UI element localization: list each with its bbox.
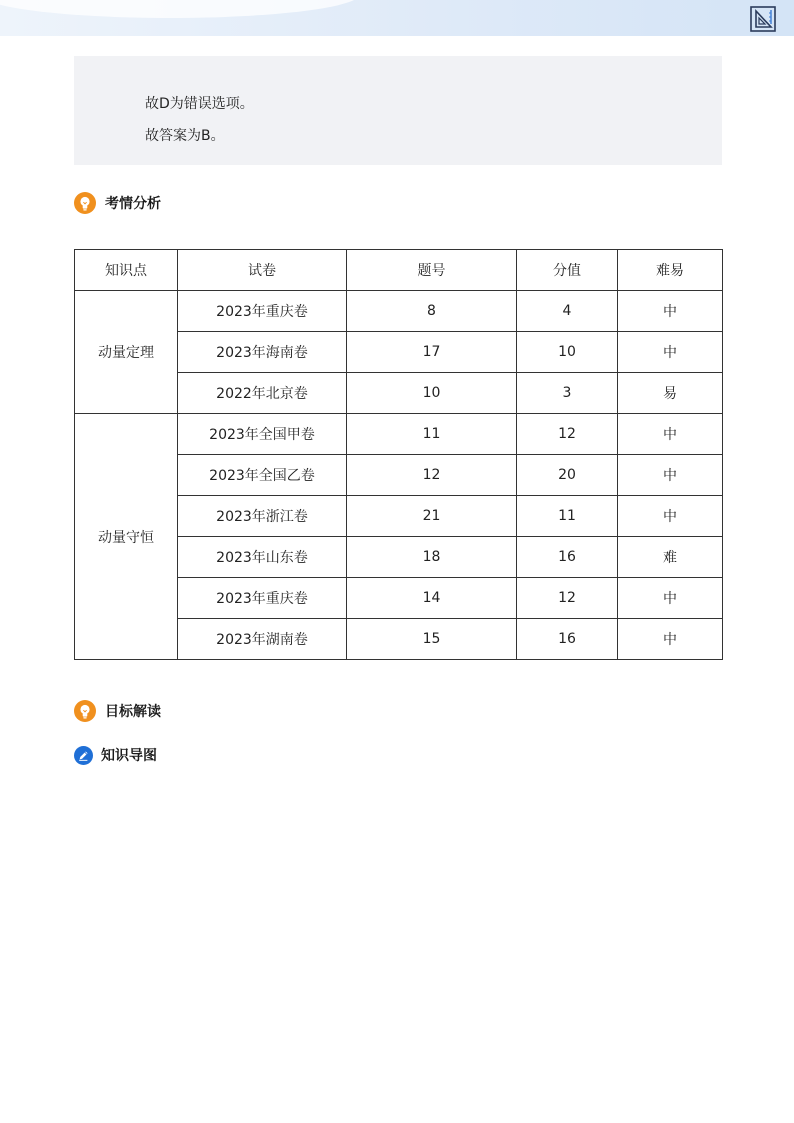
paper-cell: 2023年海南卷: [178, 332, 347, 373]
header-cell: 试卷: [178, 250, 347, 291]
question-number-cell: 10: [347, 373, 517, 414]
score-cell: 10: [517, 332, 618, 373]
section-mind-map: [74, 743, 157, 767]
question-number-cell: 11: [347, 414, 517, 455]
lightbulb-icon: [74, 700, 96, 722]
table-header-row: [75, 250, 723, 291]
paper-cell: 2023年重庆卷: [178, 291, 347, 332]
exam-analysis-table: [74, 249, 723, 660]
paper-cell: 2023年山东卷: [178, 537, 347, 578]
score-cell: 20: [517, 455, 618, 496]
header-cell: 知识点: [75, 250, 178, 291]
header-band: [0, 0, 794, 36]
score-cell: 4: [517, 291, 618, 332]
difficulty-cell: 中: [618, 455, 723, 496]
difficulty-cell: 中: [618, 291, 723, 332]
triangle-ruler-icon: [750, 6, 776, 32]
question-number-cell: 18: [347, 537, 517, 578]
score-cell: 16: [517, 537, 618, 578]
difficulty-cell: 中: [618, 496, 723, 537]
difficulty-cell: 中: [618, 414, 723, 455]
question-number-cell: 8: [347, 291, 517, 332]
difficulty-cell: 中: [618, 332, 723, 373]
paper-cell: 2023年全国乙卷: [178, 455, 347, 496]
header-cell: 难易: [618, 250, 723, 291]
question-number-cell: 14: [347, 578, 517, 619]
lightbulb-icon: [74, 192, 96, 214]
score-cell: 16: [517, 619, 618, 660]
header-decoration: [0, 0, 360, 18]
answer-line: 故答案为B。: [145, 128, 225, 144]
paper-cell: 2023年全国甲卷: [178, 414, 347, 455]
difficulty-cell: 难: [618, 537, 723, 578]
question-number-cell: 15: [347, 619, 517, 660]
topic-cell: 动量守恒: [75, 414, 178, 660]
paper-cell: 2023年浙江卷: [178, 496, 347, 537]
topic-cell: 动量定理: [75, 291, 178, 414]
paper-cell: 2023年重庆卷: [178, 578, 347, 619]
difficulty-cell: 中: [618, 578, 723, 619]
answer-line: 故D为错误选项。: [145, 96, 254, 112]
section-title: 考情分析: [105, 196, 161, 212]
score-cell: 3: [517, 373, 618, 414]
score-cell: 12: [517, 414, 618, 455]
table-row: [75, 291, 723, 332]
score-cell: 11: [517, 496, 618, 537]
question-number-cell: 17: [347, 332, 517, 373]
table-row: [75, 414, 723, 455]
section-title: 目标解读: [105, 704, 161, 720]
difficulty-cell: 中: [618, 619, 723, 660]
question-number-cell: 12: [347, 455, 517, 496]
question-number-cell: 21: [347, 496, 517, 537]
section-objectives: [74, 699, 161, 723]
score-cell: 12: [517, 578, 618, 619]
paper-cell: 2022年北京卷: [178, 373, 347, 414]
paper-cell: 2023年湖南卷: [178, 619, 347, 660]
section-exam-analysis: [74, 191, 161, 215]
pencil-icon: [74, 746, 93, 765]
answer-box: [74, 56, 722, 165]
header-cell: 题号: [347, 250, 517, 291]
header-cell: 分值: [517, 250, 618, 291]
section-title: 知识导图: [101, 748, 157, 764]
difficulty-cell: 易: [618, 373, 723, 414]
